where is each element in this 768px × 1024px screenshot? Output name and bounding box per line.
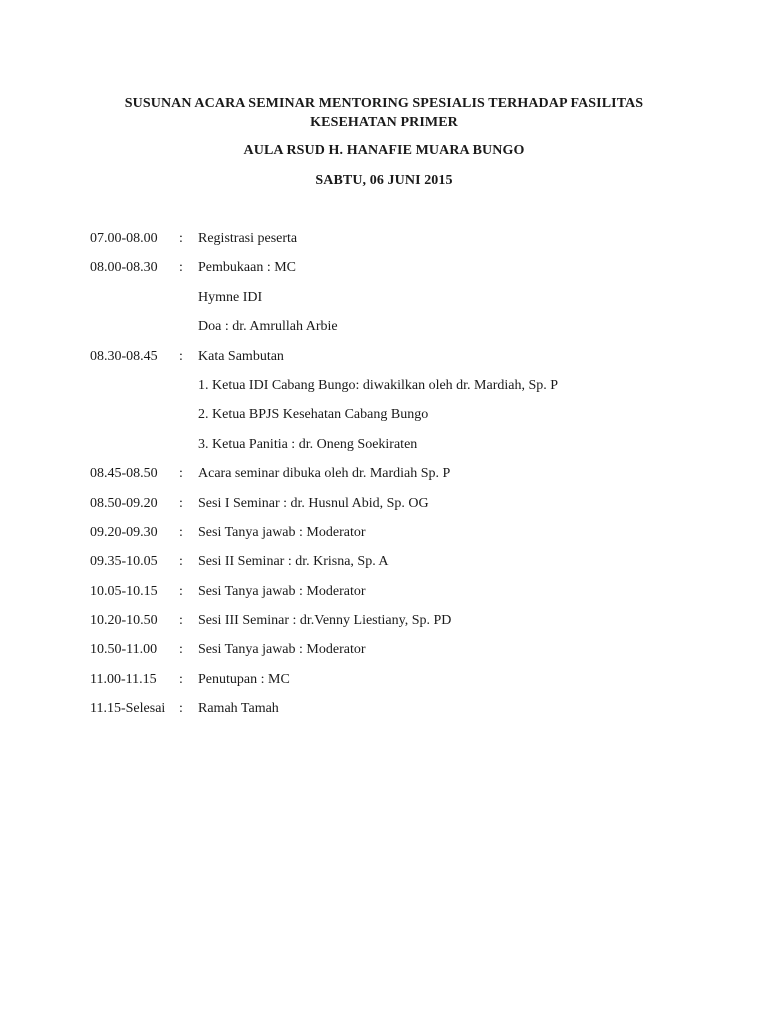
schedule-row — [90, 256, 710, 285]
schedule-row — [90, 227, 710, 256]
schedule-time: 07.00-08.00 — [90, 231, 158, 246]
schedule-item: Kata Sambutan — [198, 348, 284, 364]
schedule-separator: : — [179, 524, 183, 540]
schedule-item: Sesi III Seminar : dr.Venny Liestiany, Sp. PD — [198, 613, 452, 629]
schedule-item: Doa : dr. Amrullah Arbie — [198, 319, 338, 335]
document-title — [0, 94, 768, 132]
schedule-time: 08.45-08.50 — [90, 466, 158, 482]
schedule-separator: : — [179, 671, 183, 687]
schedule-time: 09.20-09.30 — [90, 524, 158, 540]
schedule-time: 08.50-09.20 — [90, 495, 158, 511]
title-line: SUSUNAN ACARA SEMINAR MENTORING SPESIALIS TERHADAP FASILITAS — [124, 96, 644, 111]
schedule-row — [90, 345, 710, 374]
schedule-separator: : — [179, 554, 183, 570]
schedule-separator: : — [179, 495, 183, 511]
schedule-list — [90, 227, 710, 727]
schedule-separator: : — [179, 231, 183, 246]
schedule-item: Sesi Tanya jawab : Moderator — [198, 524, 366, 540]
schedule-row — [90, 433, 710, 462]
schedule-row — [90, 638, 710, 667]
schedule-separator: : — [179, 260, 183, 276]
schedule-item: 3. Ketua Panitia : dr. Oneng Soekiraten — [198, 436, 418, 452]
schedule-time: 08.00-08.30 — [90, 260, 158, 276]
schedule-row — [90, 550, 710, 579]
schedule-item: Sesi Tanya jawab : Moderator — [198, 583, 366, 599]
schedule-item: Registrasi peserta — [198, 231, 298, 246]
schedule-row — [90, 315, 710, 344]
schedule-time: 11.00-11.15 — [90, 671, 157, 687]
schedule-row — [90, 668, 710, 697]
schedule-time: 10.50-11.00 — [90, 642, 158, 658]
schedule-row — [90, 286, 710, 315]
schedule-row — [90, 521, 710, 550]
schedule-separator: : — [179, 583, 183, 599]
schedule-item: 2. Ketua BPJS Kesehatan Cabang Bungo — [198, 407, 429, 423]
title-line: KESEHATAN PRIMER — [310, 115, 458, 130]
schedule-item: Pembukaan : MC — [198, 260, 296, 276]
schedule-row — [90, 374, 710, 403]
schedule-row — [90, 609, 710, 638]
schedule-row — [90, 462, 710, 491]
venue-heading: AULA RSUD H. HANAFIE MUARA BUNGO — [243, 143, 525, 158]
schedule-row — [90, 697, 710, 726]
schedule-item: 1. Ketua IDI Cabang Bungo: diwakilkan oleh dr. Mardiah, Sp. P — [198, 377, 559, 393]
schedule-row — [90, 403, 710, 432]
schedule-item: Sesi II Seminar : dr. Krisna, Sp. A — [198, 554, 389, 570]
schedule-separator: : — [179, 348, 183, 364]
schedule-item: Penutupan : MC — [198, 671, 290, 687]
schedule-item: Acara seminar dibuka oleh dr. Mardiah Sp. P — [198, 466, 451, 482]
date-heading: SABTU, 06 JUNI 2015 — [315, 173, 453, 188]
schedule-time: 09.35-10.05 — [90, 554, 158, 570]
schedule-separator: : — [179, 466, 183, 482]
schedule-time: 08.30-08.45 — [90, 348, 158, 364]
schedule-time: 11.15-Selesai — [90, 701, 166, 717]
schedule-item: Hymne IDI — [198, 289, 263, 305]
schedule-row — [90, 580, 710, 609]
schedule-separator: : — [179, 613, 183, 629]
schedule-item: Ramah Tamah — [198, 701, 279, 717]
schedule-item: Sesi Tanya jawab : Moderator — [198, 642, 366, 658]
schedule-item: Sesi I Seminar : dr. Husnul Abid, Sp. OG — [198, 495, 429, 511]
schedule-separator: : — [179, 642, 183, 658]
schedule-row — [90, 492, 710, 521]
schedule-time: 10.20-10.50 — [90, 613, 158, 629]
schedule-separator: : — [179, 701, 183, 717]
schedule-time: 10.05-10.15 — [90, 583, 158, 599]
